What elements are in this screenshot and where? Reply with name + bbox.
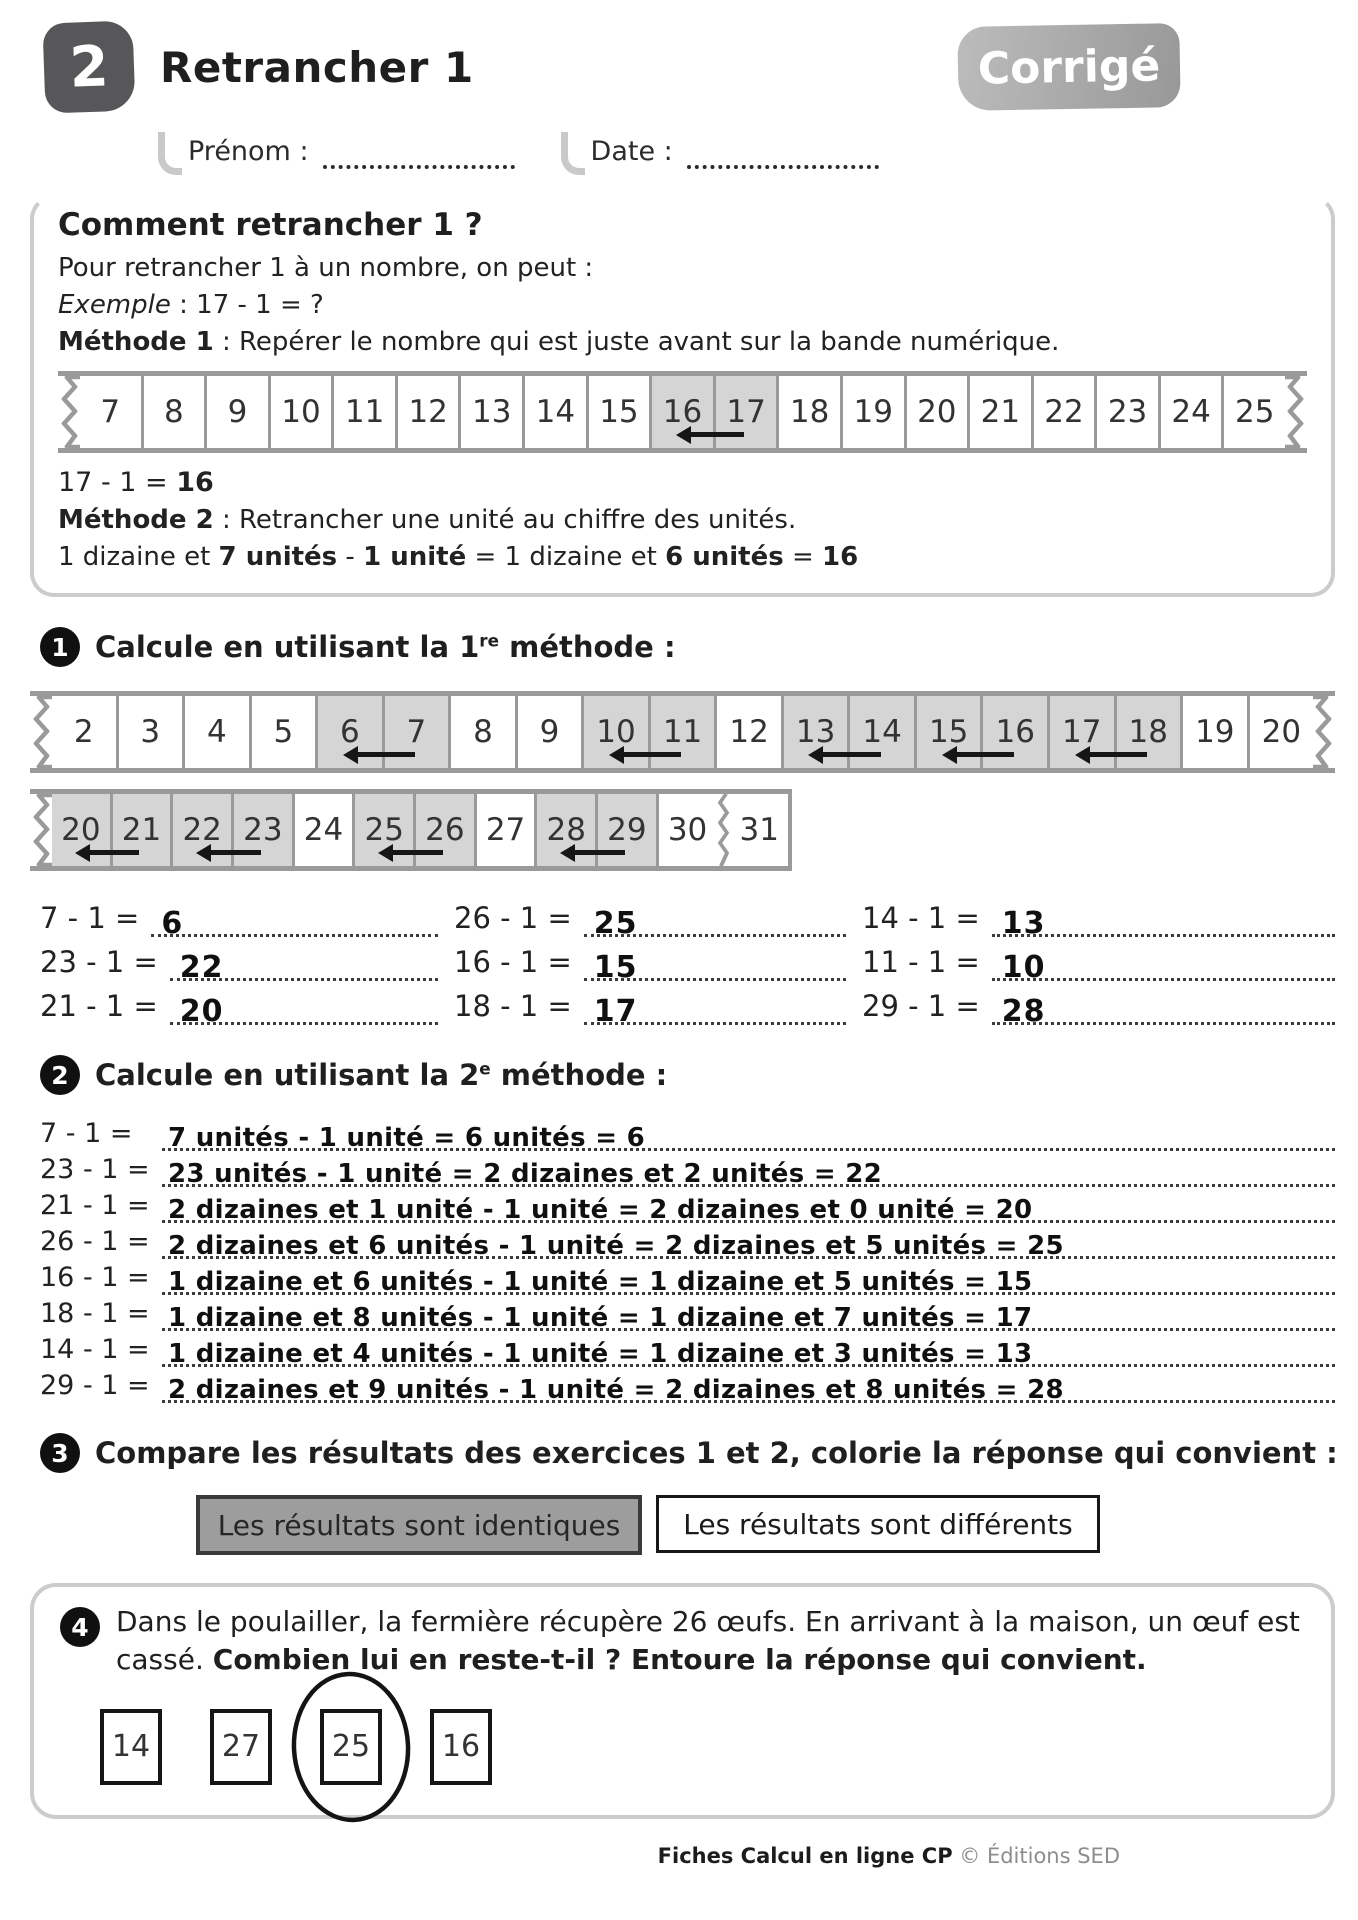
band-cell-4: 4 (182, 696, 249, 768)
exercise-1-heading (40, 627, 1358, 667)
exercise-2-number-badge: 2 (40, 1055, 80, 1095)
handwritten-answer: 28 (1001, 994, 1046, 1029)
band-cell-15: 15 (914, 696, 981, 768)
method1-result (58, 467, 1307, 498)
equation-label: 18 - 1 = (40, 1298, 150, 1329)
handwritten-answer: 17 (593, 994, 638, 1029)
method2-answer-row (40, 1259, 1335, 1295)
method-heading: Comment retrancher 1 ? (58, 207, 483, 243)
band-cell-18: 18 (776, 376, 840, 448)
handwritten-answer: 20 (179, 994, 224, 1029)
band-cell-15: 15 (586, 376, 650, 448)
method1-line (58, 327, 1307, 357)
band-cell-8: 8 (448, 696, 515, 768)
band-cell-16: 16 (980, 696, 1047, 768)
band-cell-6: 6 (315, 696, 382, 768)
answer-item (862, 937, 1335, 985)
zigzag-edge-icon (1285, 376, 1307, 448)
band-cell-25: 25 (1221, 376, 1285, 448)
zigzag-edge-icon (1313, 696, 1335, 768)
band-cell-29: 29 (595, 794, 656, 866)
exercise-4-number-badge: 4 (60, 1607, 100, 1647)
choice-box[interactable]: 25 (320, 1709, 382, 1785)
band-cell-19: 19 (1180, 696, 1247, 768)
answer-line[interactable] (170, 948, 438, 985)
choice-16[interactable] (430, 1709, 492, 1785)
number-band-exercise1-a (30, 691, 1335, 773)
exercise-1-title: Calcule en utilisant la 1re méthode : (95, 630, 676, 664)
exercise-4-text-bold: Combien lui en reste-t-il ? Entoure la réponse qui convient. (212, 1642, 1147, 1676)
footer-series: Fiches Calcul en ligne CP (657, 1844, 953, 1868)
method-intro: Pour retrancher 1 à un nombre, on peut : (58, 253, 594, 283)
example-label: Exemple (58, 290, 171, 320)
equation-label: 16 - 1 = (40, 1262, 150, 1293)
band-cell-21: 21 (110, 794, 171, 866)
band-cell-17: 17 (1047, 696, 1114, 768)
option-differents[interactable]: Les résultats sont différents (656, 1495, 1100, 1553)
handwritten-answer: 2 dizaines et 1 unité - 1 unité = 2 dizaines et 0 unité = 20 (168, 1195, 1033, 1225)
header (0, 0, 1358, 112)
band-cell-19: 19 (840, 376, 904, 448)
band-cell-22: 22 (1031, 376, 1095, 448)
equation-label: 11 - 1 = (862, 945, 980, 979)
answer-item (40, 981, 438, 1029)
prenom-input[interactable] (323, 135, 515, 169)
band-cell-21: 21 (967, 376, 1031, 448)
equation-label: 29 - 1 = (862, 989, 980, 1023)
band-cell-10: 10 (268, 376, 332, 448)
band-cell-23: 23 (1094, 376, 1158, 448)
answer-line[interactable] (170, 992, 438, 1029)
choice-27[interactable] (210, 1709, 272, 1785)
date-input[interactable] (687, 135, 879, 169)
method2-answer-row (40, 1187, 1335, 1223)
method-example (58, 290, 1307, 320)
band-cell-20: 20 (1247, 696, 1314, 768)
answer-line[interactable] (992, 948, 1335, 985)
handwritten-answer: 13 (1001, 906, 1046, 941)
exercise-4-heading (60, 1599, 1305, 1679)
equation-label: 23 - 1 = (40, 1154, 150, 1185)
footer (658, 1844, 1120, 1868)
equation-label: 7 - 1 = (40, 901, 140, 935)
band-cell-5: 5 (249, 696, 316, 768)
date-label: Date : (590, 136, 673, 167)
handwritten-answer: 1 dizaine et 6 unités - 1 unité = 1 dizaine et 5 unités = 15 (168, 1267, 1033, 1297)
number-band-method (58, 371, 1307, 453)
band-cell-27: 27 (474, 794, 535, 866)
exercise-3-options (196, 1495, 1358, 1555)
equation-label: 14 - 1 = (862, 901, 980, 935)
exercise-4-text (116, 1603, 1305, 1679)
handwritten-answer: 1 dizaine et 8 unités - 1 unité = 1 dizaine et 7 unités = 17 (168, 1303, 1033, 1333)
band-cell-30: 30 (656, 794, 717, 866)
band-cell-16: 16 (649, 376, 713, 448)
zigzag-edge-icon (30, 794, 52, 866)
band-cell-3: 3 (116, 696, 183, 768)
band-cell-7: 7 (80, 376, 141, 448)
result-prefix: 17 - 1 = (58, 467, 177, 498)
band-cell-11: 11 (331, 376, 395, 448)
band-cell-20: 20 (904, 376, 968, 448)
band-cell-9: 9 (515, 696, 582, 768)
corrige-badge: Corrigé (957, 23, 1180, 111)
band-cell-13: 13 (781, 696, 848, 768)
answer-line[interactable] (584, 948, 846, 985)
option-identiques-selected[interactable]: Les résultats sont identiques (196, 1495, 642, 1555)
method2-answer-row (40, 1295, 1335, 1331)
equation-label: 23 - 1 = (40, 945, 158, 979)
answer-item (862, 893, 1335, 941)
band-cell-11: 11 (648, 696, 715, 768)
exercise-3-title: Compare les résultats des exercices 1 et 2, colorie la réponse qui convient : (95, 1436, 1338, 1470)
equation-label: 18 - 1 = (454, 989, 572, 1023)
exercise-4-box (30, 1583, 1335, 1819)
band-cell-8: 8 (141, 376, 205, 448)
equation-label: 14 - 1 = (40, 1334, 150, 1365)
exercise-1-answers (40, 893, 1335, 1029)
method1-text: : Repérer le nombre qui est juste avant sur la bande numérique. (213, 327, 1060, 357)
method2-answer-row (40, 1331, 1335, 1367)
result-value: 16 (176, 467, 214, 498)
exercise-4-choices (100, 1709, 1305, 1785)
exercise-2-title: Calcule en utilisant la 2e méthode : (95, 1058, 668, 1092)
band-cell-26: 26 (413, 794, 474, 866)
method1-label: Méthode 1 (58, 327, 214, 357)
answer-line[interactable] (162, 1225, 1335, 1259)
choice-box[interactable]: 14 (100, 1709, 162, 1785)
exercise-2-heading (40, 1055, 1358, 1095)
handwritten-answer: 22 (179, 950, 224, 985)
answer-line[interactable] (162, 1189, 1335, 1223)
handwritten-answer: 25 (593, 906, 638, 941)
band-cell-24: 24 (1158, 376, 1222, 448)
handwritten-answer: 2 dizaines et 6 unités - 1 unité = 2 dizaines et 5 unités = 25 (168, 1231, 1064, 1261)
method2-example-line: 1 dizaine et 7 unités - 1 unité = 1 dizaine et 6 unités = 16 (58, 542, 859, 572)
equation-label: 21 - 1 = (40, 1190, 150, 1221)
answer-line[interactable] (162, 1369, 1335, 1403)
band-cell-31: 31 (730, 794, 792, 866)
exercise-3-number-badge: 3 (40, 1433, 80, 1473)
band-cell-20: 20 (52, 794, 110, 866)
exercise-4-text-normal: Dans le poulailler, la fermière récupère 26 œufs. En arrivant à la maison, un œuf est cassé. (116, 1605, 1300, 1676)
handwritten-answer: 2 dizaines et 9 unités - 1 unité = 2 dizaines et 8 unités = 28 (168, 1375, 1064, 1405)
handwritten-answer: 10 (1001, 950, 1046, 985)
band-cell-14: 14 (522, 376, 586, 448)
equation-label: 26 - 1 = (454, 901, 572, 935)
equation-label: 29 - 1 = (40, 1370, 150, 1401)
band-cell-18: 18 (1114, 696, 1181, 768)
prenom-tab-mark (158, 132, 182, 175)
band-cell-13: 13 (458, 376, 522, 448)
identity-row (158, 132, 1358, 169)
answer-item (40, 937, 438, 985)
method2-line (58, 505, 1307, 535)
band-cell-10: 10 (581, 696, 648, 768)
band-cell-7: 7 (382, 696, 449, 768)
answer-line[interactable] (162, 1153, 1335, 1187)
method2-text: : Retrancher une unité au chiffre des unités. (213, 505, 797, 535)
method2-label: Méthode 2 (58, 505, 214, 535)
exercise-1-number-badge: 1 (40, 627, 80, 667)
equation-label: 7 - 1 = (40, 1118, 133, 1149)
handwritten-answer: 6 (161, 906, 184, 941)
band-cell-2: 2 (52, 696, 116, 768)
example-rest: : 17 - 1 = ? (170, 290, 324, 320)
method2-answer-row (40, 1151, 1335, 1187)
answer-line[interactable] (584, 904, 846, 941)
band-cell-9: 9 (204, 376, 268, 448)
page-title: Retrancher 1 (160, 42, 474, 92)
band-cell-24: 24 (292, 794, 353, 866)
footer-publisher: © Éditions SED (952, 1844, 1120, 1868)
band-cell-17: 17 (713, 376, 777, 448)
handwritten-answer: 15 (593, 950, 638, 985)
equation-label: 21 - 1 = (40, 989, 158, 1023)
number-band-exercise1-b (30, 789, 792, 871)
date-tab-mark (561, 132, 585, 175)
answer-line[interactable] (162, 1117, 1335, 1151)
equation-label: 26 - 1 = (40, 1226, 150, 1257)
choice-25[interactable] (320, 1709, 382, 1785)
answer-item (454, 937, 846, 985)
band-cell-23: 23 (231, 794, 292, 866)
choice-box[interactable]: 16 (430, 1709, 492, 1785)
answer-line[interactable] (992, 992, 1335, 1029)
method2-answer-row (40, 1223, 1335, 1259)
answer-line[interactable] (162, 1333, 1335, 1367)
band-cell-22: 22 (170, 794, 231, 866)
answer-item (862, 981, 1335, 1029)
answer-item (40, 893, 438, 941)
method-box (30, 195, 1335, 597)
method2-answer-row (40, 1115, 1335, 1151)
handwritten-answer: 7 unités - 1 unité = 6 unités = 6 (168, 1123, 646, 1153)
exercise-3-heading (40, 1433, 1358, 1473)
answer-line[interactable] (584, 992, 846, 1029)
handwritten-answer: 1 dizaine et 4 unités - 1 unité = 1 dizaine et 3 unités = 13 (168, 1339, 1033, 1369)
answer-item (454, 981, 846, 1029)
zigzag-tear-icon (716, 794, 730, 866)
handwritten-answer: 23 unités - 1 unité = 2 dizaines et 2 unités = 22 (168, 1159, 883, 1189)
zigzag-edge-icon (30, 696, 52, 768)
answer-item (454, 893, 846, 941)
band-cell-25: 25 (352, 794, 413, 866)
answer-line[interactable] (162, 1261, 1335, 1295)
lesson-number-badge: 2 (42, 20, 135, 113)
exercise-2-answers (40, 1115, 1335, 1403)
zigzag-edge-icon (58, 376, 80, 448)
band-cell-12: 12 (395, 376, 459, 448)
band-cell-14: 14 (847, 696, 914, 768)
answer-line[interactable] (992, 904, 1335, 941)
answer-line[interactable] (151, 904, 438, 941)
band-cell-28: 28 (534, 794, 595, 866)
method2-answer-row (40, 1367, 1335, 1403)
band-cell-12: 12 (714, 696, 781, 768)
answer-line[interactable] (162, 1297, 1335, 1331)
prenom-label: Prénom : (188, 136, 309, 167)
choice-box[interactable]: 27 (210, 1709, 272, 1785)
choice-14[interactable] (100, 1709, 162, 1785)
equation-label: 16 - 1 = (454, 945, 572, 979)
